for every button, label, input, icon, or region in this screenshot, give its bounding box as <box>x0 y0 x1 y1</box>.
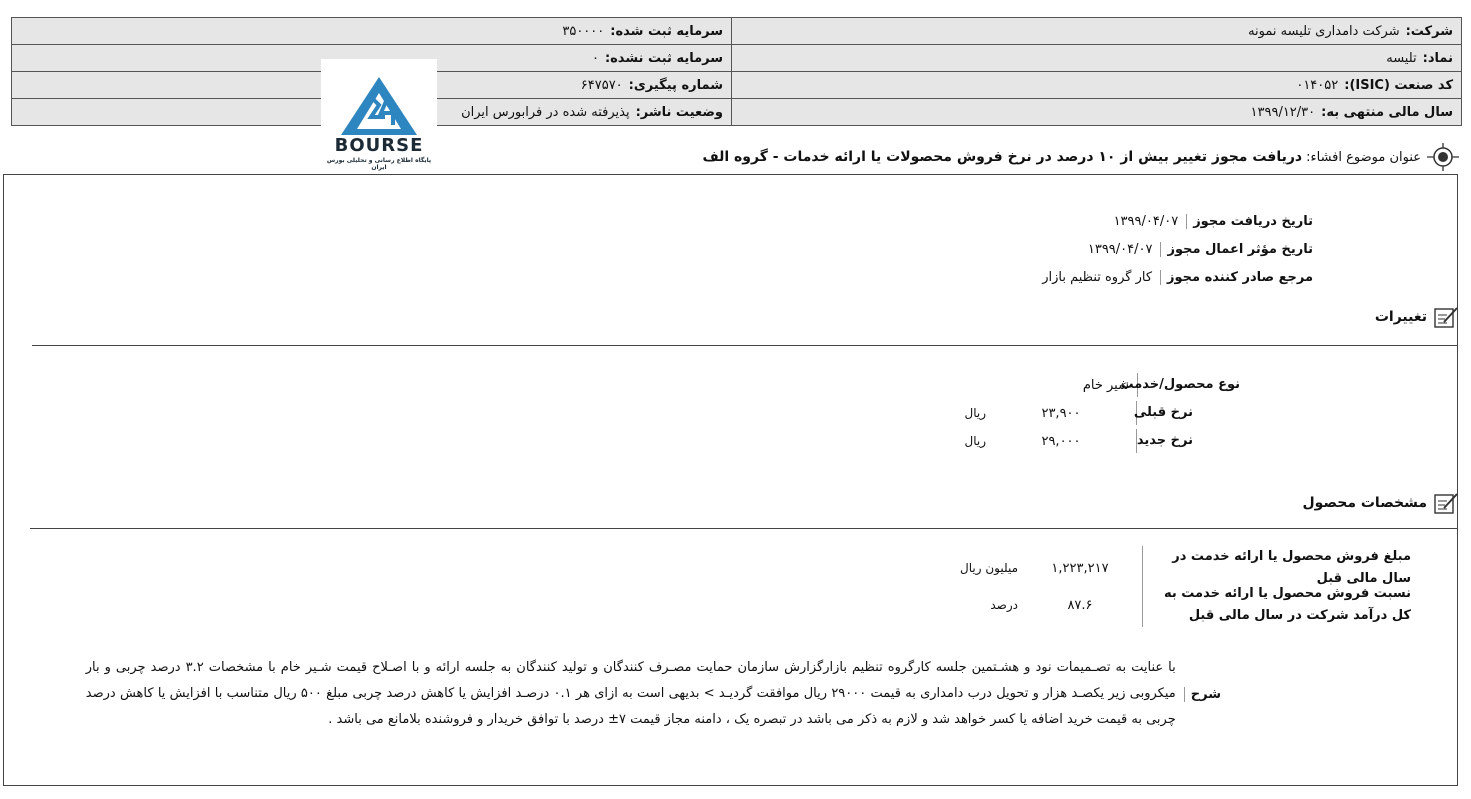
unregistered-capital-value: ۰ <box>591 50 599 66</box>
rates-info <box>926 399 1193 455</box>
new-rate-value: ۲۹,۰۰۰ <box>1041 433 1081 449</box>
permit-effective-date-row <box>1042 235 1313 263</box>
registered-capital-label: سرمایه ثبت شده: <box>610 23 723 39</box>
previous-rate-value: ۲۳,۹۰۰ <box>1041 405 1081 421</box>
previous-rate-label: نرخ قبلی <box>1136 401 1193 425</box>
new-rate-label: نرخ جدید <box>1136 429 1193 453</box>
permit-info <box>1042 207 1313 291</box>
sales-ratio-unit: درصد <box>990 598 1018 612</box>
bourse-logo-word: BOURSE <box>334 135 424 156</box>
fiscal-year-cell <box>732 99 1462 126</box>
sales-ratio-label: نسبت فروش محصول یا ارائه خدمت به کل درآمد شرکت در سال مالی قبل <box>1142 583 1411 627</box>
sales-amount-value: ۱,۲۲۳,۲۱۷ <box>1051 560 1109 576</box>
company-info-row <box>12 18 1462 45</box>
permit-receipt-date-value: ۱۳۹۹/۰۴/۰۷ <box>1113 213 1179 229</box>
product-type-row <box>1019 371 1240 399</box>
permit-receipt-date-row <box>1042 207 1313 235</box>
permit-issuer-row <box>1042 263 1313 291</box>
subject-label: عنوان موضوع افشاء: <box>1306 149 1421 165</box>
permit-issuer-value: کار گروه تنظیم بازار <box>1042 269 1153 285</box>
sales-ratio-value: ۸۷.۶ <box>1067 597 1093 613</box>
permit-issuer-label: مرجع صادر کننده مجوز <box>1160 270 1313 285</box>
isic-value: ۰۱۴۰۵۲ <box>1296 77 1339 93</box>
company-info-row <box>12 45 1462 72</box>
description-text: با عنایت به تصـمیمات نود و هشـتمین جلسه کارگروه تنظیم بازارگزارش سازمان حمایت مصـرف کنندگان و تولید کنندگان به جلسه ارائه و با اصـلاح قیمت شـیر خام با مشخصات ۳.۲ درصد چربی و بار میکروبی زیر یکصـد هزار و تحویل درب دامداری به قیمت ۲۹۰۰۰ ریال موافقت گردیـد > بدیهی است به ازای هر ۰.۱ درصـد افزایش یا کاهش درصد چربی مبلغ ۵۰۰ ریال متناسب با افزایش یا کاهش درصد چربی به قیمت خرید اضافه یا کسر خواهد شد و لازم به ذکر می باشد در تبصره یک ، دامنه مجاز قیمت ۷± درصد با توافق خریدار و فروشنده بلامانع می باشد . <box>85 660 1176 727</box>
bourse-logo <box>321 59 437 173</box>
bourse-logo-mark-icon <box>321 59 437 139</box>
permit-effective-date-label: تاریخ مؤثر اعمال مجوز <box>1160 242 1313 257</box>
company-info-table <box>11 17 1462 126</box>
company-value: شرکت دامداری تلیسه نمونه <box>1248 23 1400 39</box>
changes-section-title <box>1375 305 1459 329</box>
company-cell <box>732 18 1462 45</box>
specs-title: مشخصات محصول <box>1302 495 1427 511</box>
registered-capital-cell <box>12 18 732 45</box>
unregistered-capital-label: سرمایه ثبت نشده: <box>604 50 723 66</box>
specs-info <box>938 549 1411 629</box>
changes-info <box>1019 371 1240 399</box>
tracking-label: شماره پیگیری: <box>628 77 723 93</box>
specs-divider <box>30 528 1458 529</box>
disclosure-subject <box>702 143 1459 171</box>
company-info-row <box>12 72 1462 99</box>
changes-title: تغییرات <box>1374 309 1427 325</box>
sales-amount-unit: میلیون ریال <box>960 561 1018 575</box>
target-icon <box>1427 143 1459 171</box>
symbol-value: تلیسه <box>1386 50 1417 66</box>
permit-effective-date-value: ۱۳۹۹/۰۴/۰۷ <box>1087 241 1153 257</box>
previous-rate-unit: ریال <box>964 406 986 420</box>
tracking-value: ۶۴۷۵۷۰ <box>580 77 623 93</box>
sales-amount-row <box>938 549 1411 586</box>
publisher-status-label: وضعیت ناشر: <box>635 104 723 120</box>
description-block <box>86 655 1221 733</box>
fiscal-year-label: سال مالی منتهی به: <box>1321 104 1453 120</box>
publisher-status-value: پذیرفته شده در فرابورس ایران <box>461 104 630 120</box>
sales-amount-label: مبلغ فروش محصول یا ارائه خدمت در سال مالی قبل <box>1142 546 1411 590</box>
edit-document-icon <box>1433 491 1459 515</box>
new-rate-unit: ریال <box>964 434 986 448</box>
changes-divider <box>32 345 1458 346</box>
product-type-value: شیر خام <box>1082 377 1129 393</box>
registered-capital-value: ۳۵۰۰۰۰ <box>562 23 605 39</box>
description-label: شرح <box>1184 687 1221 702</box>
edit-document-icon <box>1433 305 1459 329</box>
company-info-row <box>12 99 1462 126</box>
company-label: شرکت: <box>1405 23 1453 39</box>
sales-ratio-row <box>938 581 1411 629</box>
permit-receipt-date-label: تاریخ دریافت مجوز <box>1186 214 1313 229</box>
symbol-cell <box>732 45 1462 72</box>
subject-value: دریافت مجوز تغییر بیش از ۱۰ درصد در نرخ فروش محصولات یا ارائه خدمات - گروه الف <box>702 149 1303 165</box>
fiscal-year-value: ۱۳۹۹/۱۲/۳۰ <box>1250 104 1316 120</box>
specs-section-title <box>1303 491 1459 515</box>
bourse-logo-subtitle: پایگاه اطلاع رسانی و تحلیلی بورس ایران <box>326 157 432 171</box>
product-type-label: نوع محصول/خدمت <box>1137 373 1240 397</box>
previous-rate-row <box>926 399 1193 427</box>
symbol-label: نماد: <box>1422 50 1453 66</box>
isic-label: کد صنعت (ISIC): <box>1344 77 1453 93</box>
new-rate-row <box>926 427 1193 455</box>
isic-cell <box>732 72 1462 99</box>
